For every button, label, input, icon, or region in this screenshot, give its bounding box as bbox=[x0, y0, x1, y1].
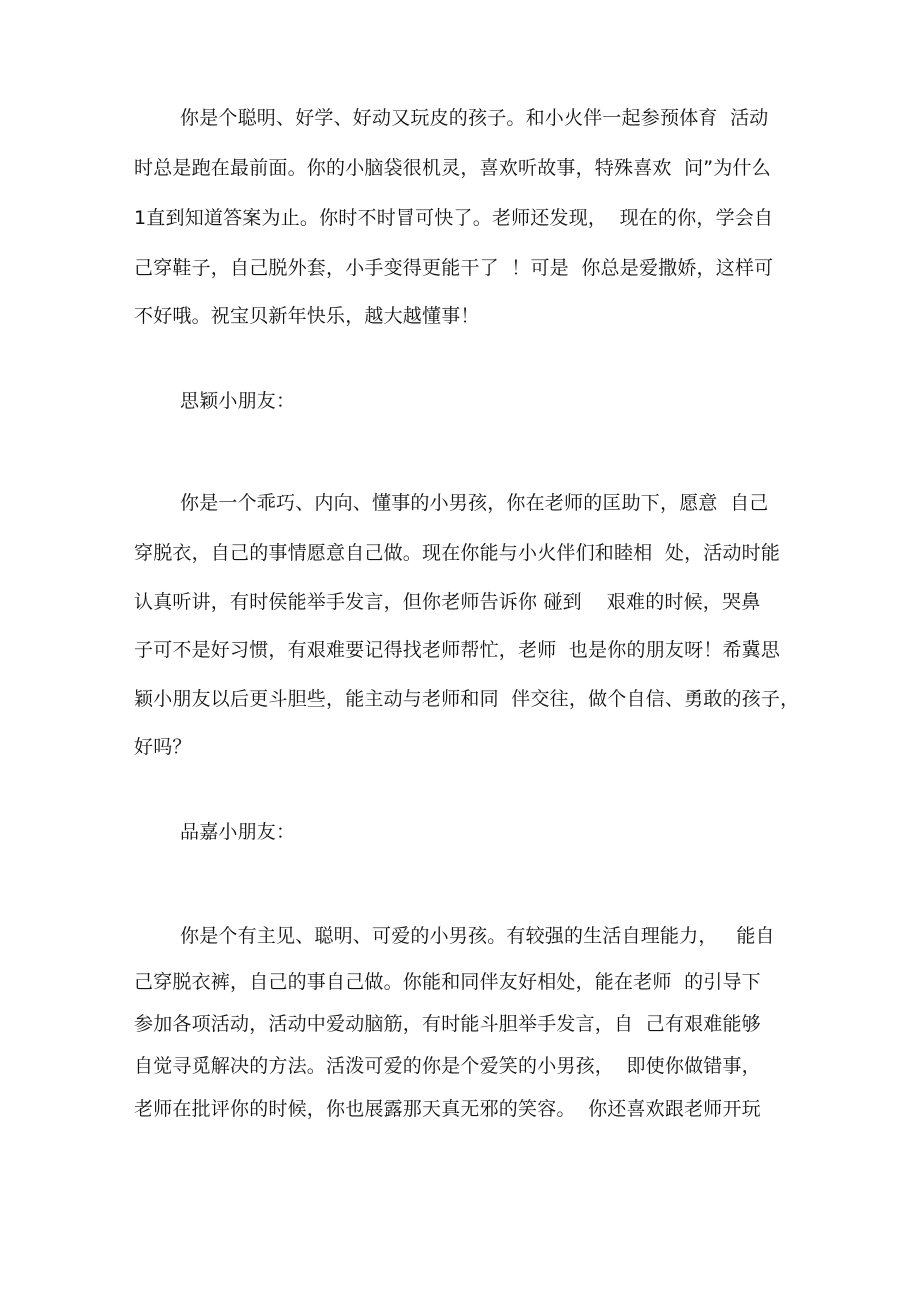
paragraph-3-line-5: 老师在批评你的时候，你也展露那天真无邪的笑容。 你还喜欢跟老师开玩 bbox=[134, 1098, 761, 1120]
paragraph-3-line-3: 参加各项活动，活动中爱动脑筋，有时能斗胆举手发言，自 己有艰难能够 bbox=[134, 1013, 761, 1035]
paragraph-1-line-1: 你是个聪明、好学、好动又玩皮的孩子。和小火伴一起参预体育 活动 bbox=[180, 107, 769, 129]
paragraph-2-line-2: 穿脱衣，自己的事情愿意自己做。现在你能与小火伴们和睦相 处，活动时能 bbox=[134, 542, 781, 564]
paragraph-1-line-2: 时总是跑在最前面。你的小脑袋很机灵，喜欢听故事，特殊喜欢 问”为什么 bbox=[134, 157, 771, 179]
paragraph-1-line-5: 不好哦。祝宝贝新年快乐，越大越懂事！ bbox=[134, 305, 480, 327]
paragraph-2-line-6: 好吗？ bbox=[134, 736, 192, 758]
paragraph-3-line-4: 自觉寻觅解决的方法。活泼可爱的你是个爱笑的小男孩， 即使你做错事， bbox=[134, 1055, 761, 1077]
section-heading-siying: 思颖小朋友： bbox=[180, 390, 296, 412]
paragraph-2-line-4: 子可不是好习惯，有艰难要记得找老师帮忙，老师 也是你的朋友呀！希冀思 bbox=[134, 639, 781, 661]
paragraph-1-line-3: 1直到知道答案为止。你时不时冒可快了。老师还发现， 现在的你，学会自 bbox=[134, 207, 774, 229]
paragraph-2-line-1: 你是一个乖巧、内向、懂事的小男孩，你在老师的匡助下，愿意 自己 bbox=[180, 492, 769, 514]
paragraph-2-line-5: 颖小朋友以后更斗胆些，能主动与老师和同 伴交往，做个自信、勇敢的孩子， bbox=[134, 688, 800, 710]
paragraph-1-line-4: 己穿鞋子，自己脱外套，小手变得更能干了 ！可是 你总是爱撒娇，这样可 bbox=[134, 257, 774, 279]
paragraph-3-line-1: 你是个有主见、聪明、可爱的小男孩。有较强的生活自理能力， 能自 bbox=[180, 925, 775, 947]
paragraph-2-line-3: 认真听讲，有时侯能举手发言，但你老师告诉你 碰到 艰难的时候，哭鼻 bbox=[134, 591, 761, 613]
section-heading-pinjia: 品嘉小朋友： bbox=[180, 821, 296, 843]
paragraph-3-line-2: 己穿脱衣裤，自己的事自己做。你能和同伴友好相处，能在老师 的引导下 bbox=[134, 971, 761, 993]
